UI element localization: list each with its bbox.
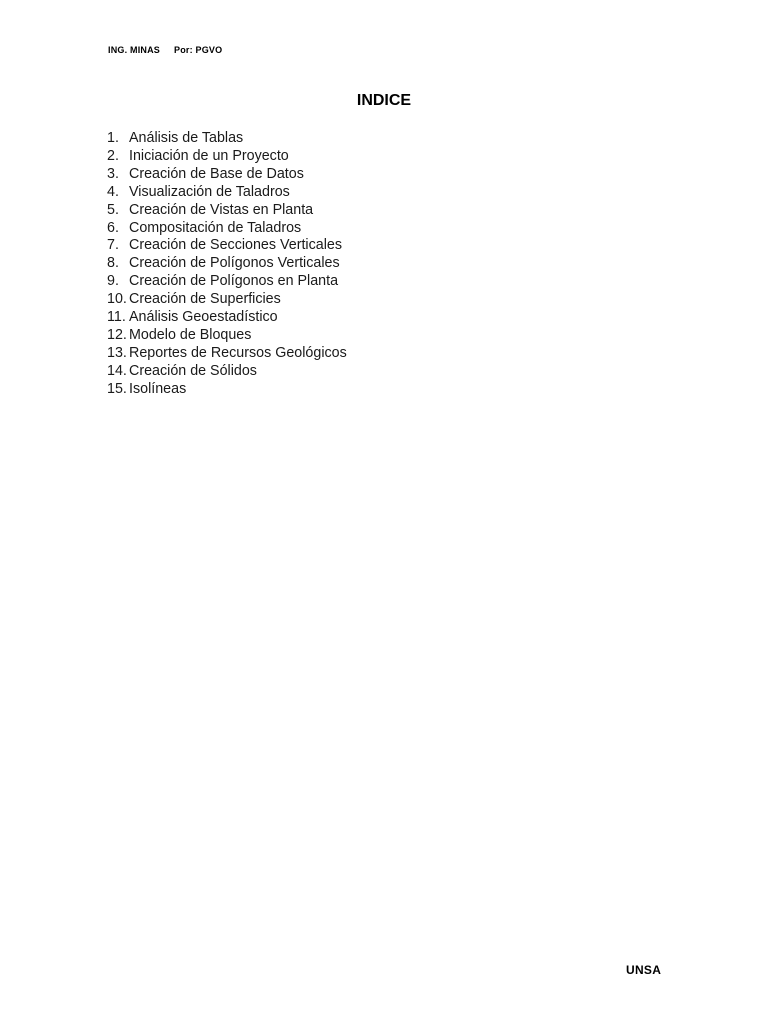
toc-item-number: 11. bbox=[107, 309, 126, 326]
toc-item-number: 12. bbox=[107, 326, 127, 343]
table-of-contents bbox=[107, 130, 347, 399]
toc-item-text: Iniciación de un Proyecto bbox=[129, 147, 289, 164]
toc-item-number: 15. bbox=[107, 380, 127, 397]
toc-item-text: Modelo de Bloques bbox=[129, 326, 252, 343]
toc-item-text: Creación de Superficies bbox=[129, 291, 281, 308]
page-footer: UNSA bbox=[626, 963, 662, 977]
toc-item-text: Creación de Polígonos Verticales bbox=[129, 255, 340, 272]
toc-item-number: 7. bbox=[107, 237, 119, 254]
toc-item bbox=[107, 202, 347, 220]
toc-item-number: 10. bbox=[107, 291, 127, 308]
toc-item-text: Análisis Geoestadístico bbox=[129, 309, 278, 326]
toc-item-number: 4. bbox=[107, 183, 119, 200]
toc-item-number: 3. bbox=[107, 165, 119, 182]
header-department: ING. MINAS bbox=[108, 45, 161, 55]
toc-item-text: Visualización de Taladros bbox=[129, 183, 290, 200]
toc-item-text: Creación de Polígonos en Planta bbox=[129, 273, 339, 290]
toc-item bbox=[107, 381, 347, 399]
toc-item bbox=[107, 291, 347, 309]
toc-item-number: 5. bbox=[107, 201, 119, 218]
toc-item bbox=[107, 345, 347, 363]
toc-item-text: Compositación de Taladros bbox=[129, 219, 302, 236]
toc-item bbox=[107, 309, 347, 327]
toc-item bbox=[107, 130, 347, 148]
toc-item bbox=[107, 220, 347, 238]
toc-item bbox=[107, 184, 347, 202]
toc-item-text: Reportes de Recursos Geológicos bbox=[129, 344, 347, 361]
toc-item-text: Isolíneas bbox=[129, 380, 187, 397]
toc-item-number: 13. bbox=[107, 344, 127, 361]
header-author: Por: PGVO bbox=[174, 45, 223, 55]
toc-item-number: 14. bbox=[107, 362, 127, 379]
toc-item bbox=[107, 363, 347, 381]
toc-item-number: 2. bbox=[107, 147, 119, 164]
toc-item-text: Creación de Secciones Verticales bbox=[129, 237, 342, 254]
toc-item-number: 9. bbox=[107, 273, 119, 290]
page-title: INDICE bbox=[356, 92, 412, 109]
toc-item-text: Creación de Base de Datos bbox=[129, 165, 304, 182]
toc-item-text: Análisis de Tablas bbox=[129, 130, 244, 146]
toc-item bbox=[107, 327, 347, 345]
toc-item bbox=[107, 148, 347, 166]
toc-item-text: Creación de Sólidos bbox=[129, 362, 257, 379]
toc-item bbox=[107, 237, 347, 255]
toc-item bbox=[107, 166, 347, 184]
toc-item-text: Creación de Vistas en Planta bbox=[129, 201, 314, 218]
toc-item-number: 6. bbox=[107, 219, 119, 236]
toc-item bbox=[107, 255, 347, 273]
page-header bbox=[108, 45, 222, 55]
toc-item-number: 1. bbox=[107, 130, 119, 146]
toc-item bbox=[107, 273, 347, 291]
toc-item-number: 8. bbox=[107, 255, 119, 272]
